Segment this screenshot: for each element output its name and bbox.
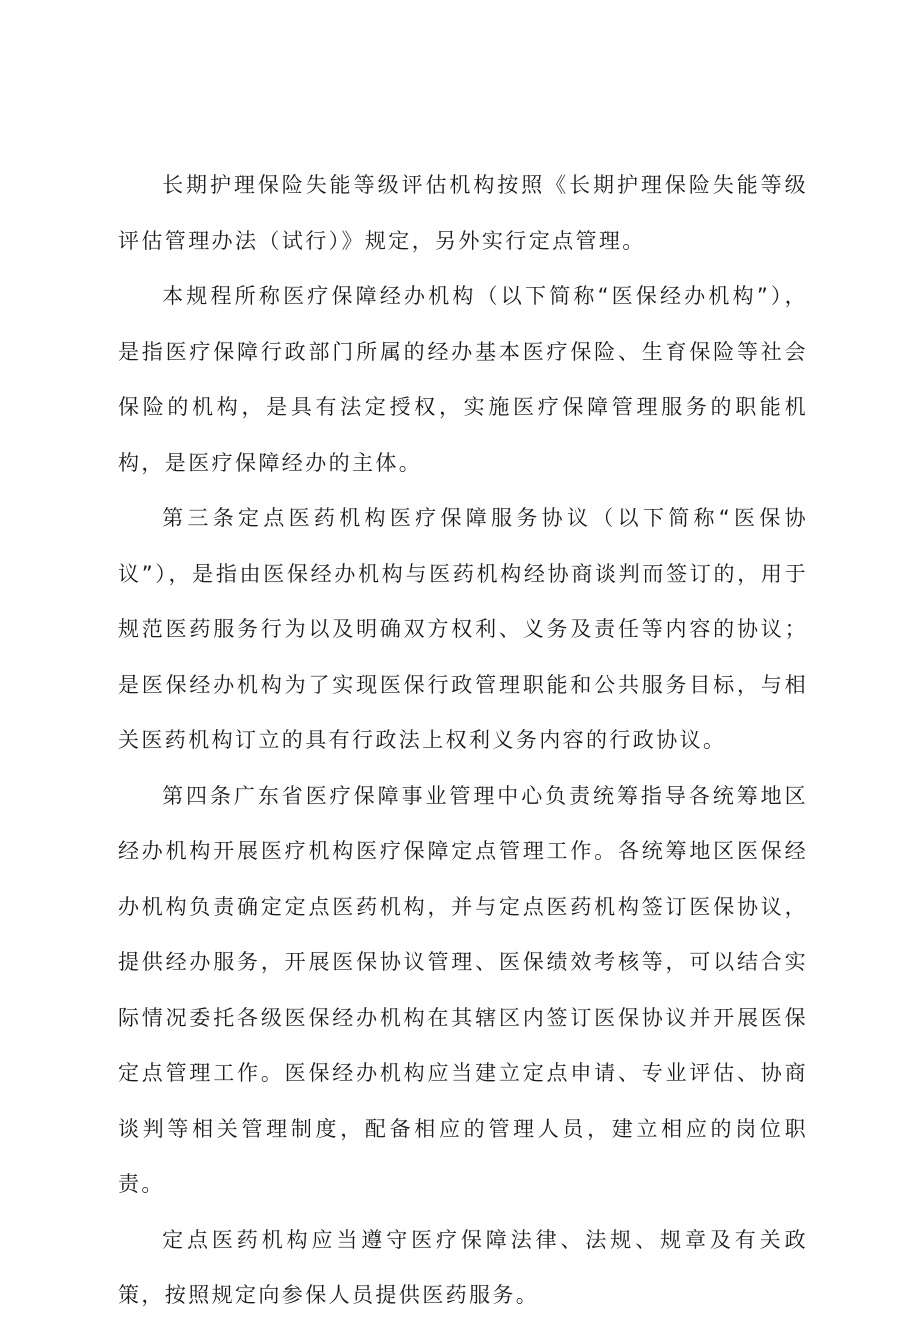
paragraph-agency-definition: 本规程所称医疗保障经办机构（以下简称“医保经办机构”），是指医疗保障行政部门所属的经办基本医疗保险、生育保险等社会保险的机构，是具有法定授权，实施医疗保障管理服务的职能机构，是医疗保障经办的主体。 [118,284,808,475]
document-body [118,158,808,1324]
paragraph-assessment-institutions: 长期护理保险失能等级评估机构按照《长期护理保险失能等级评估管理办法（试行）》规定，另外实行定点管理。 [118,173,808,253]
paragraph-article-four: 第四条广东省医疗保障事业管理中心负责统筹指导各统筹地区经办机构开展医疗机构医疗保障定点管理工作。各统筹地区医保经办机构负责确定定点医药机构，并与定点医药机构签订医保协议，提供经办服务，开展医保协议管理、医保绩效考核等，可以结合实际情况委托各级医保经办机构在其辖区内签订医保协议并开展医保定点管理工作。医保经办机构应当建立定点申请、专业评估、协商谈判等相关管理制度，配备相应的管理人员，建立相应的岗位职责。 [118,783,808,1196]
paragraph-compliance: 定点医药机构应当遵守医疗保障法律、法规、规章及有关政策，按照规定向参保人员提供医药服务。 [118,1227,808,1307]
paragraph-article-three: 第三条定点医药机构医疗保障服务协议（以下简称“医保协议”），是指由医保经办机构与医药机构经协商谈判而签订的，用于规范医药服务行为以及明确双方权利、义务及责任等内容的协议；是医保经办机构为了实现医保行政管理职能和公共服务目标，与相关医药机构订立的具有行政法上权利义务内容的行政协议。 [118,506,808,752]
